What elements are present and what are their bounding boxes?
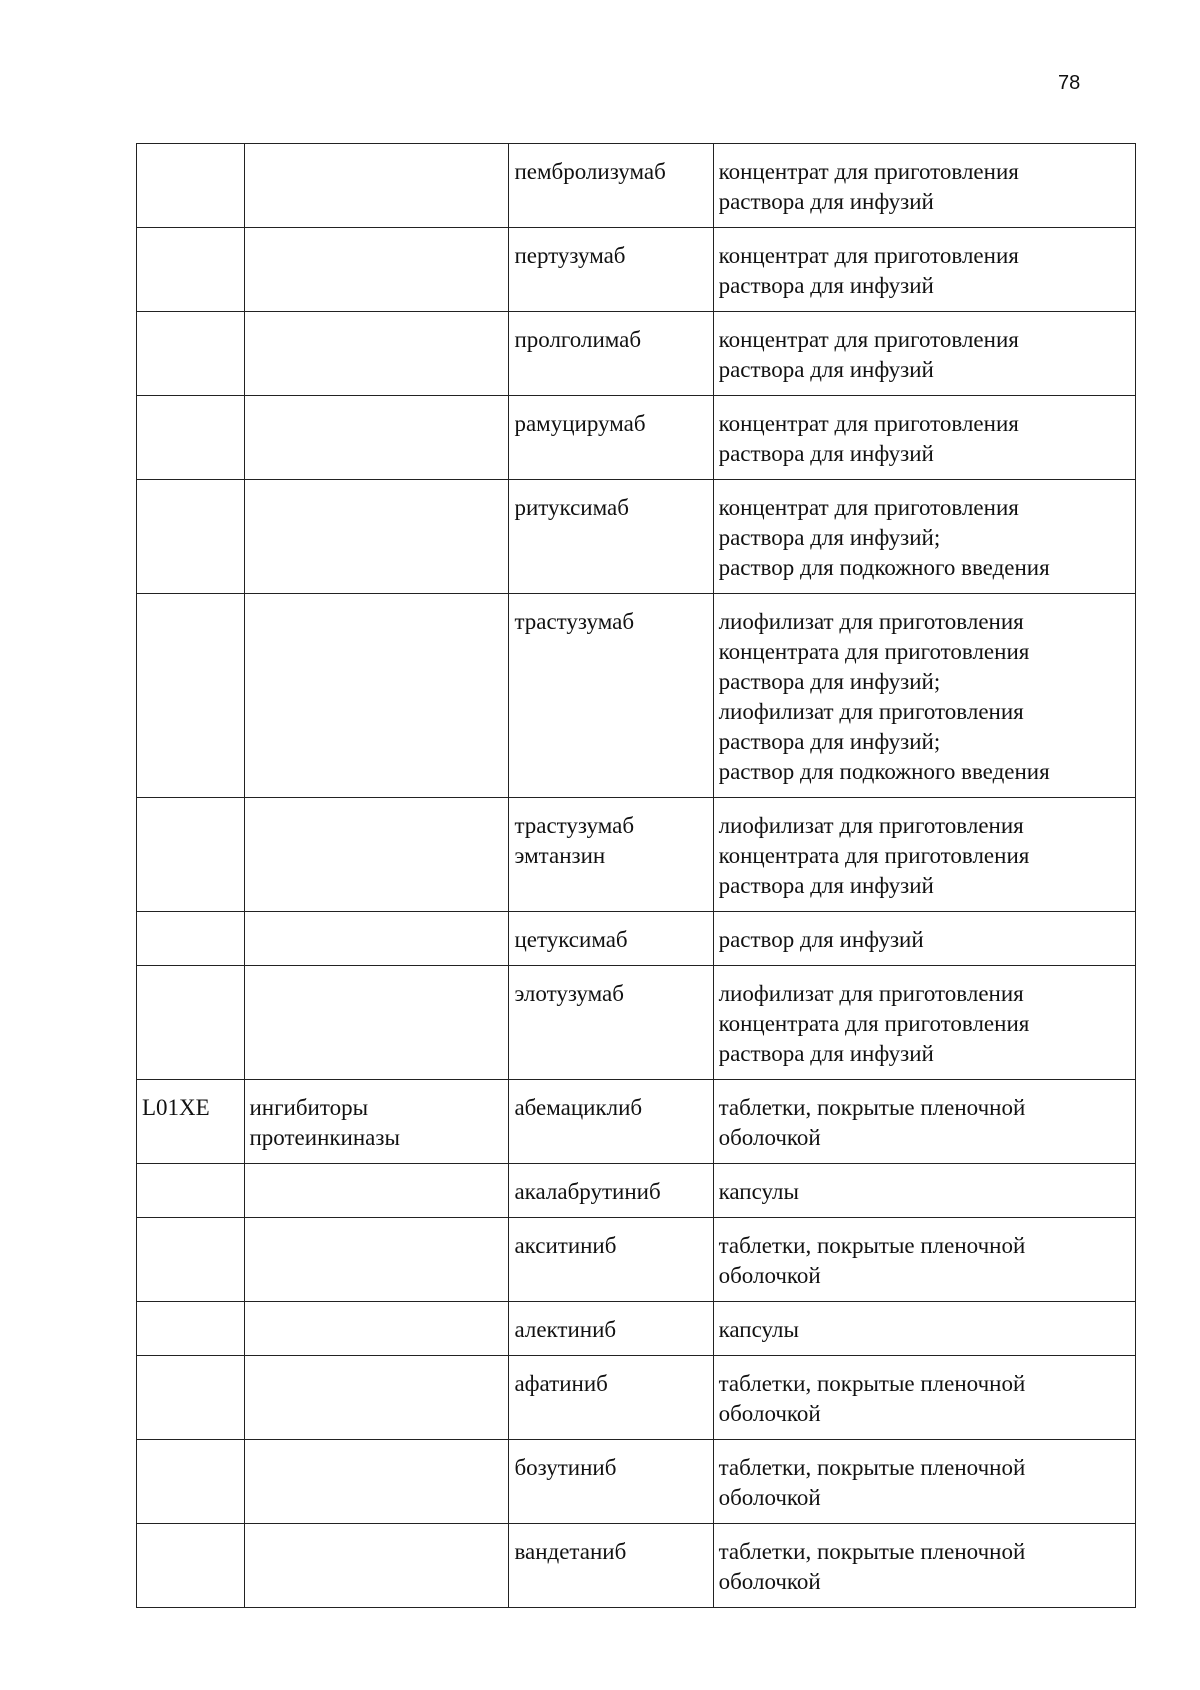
atc-code-cell bbox=[137, 1164, 245, 1218]
pharma-group-cell bbox=[244, 594, 509, 798]
drug-name-cell: афатиниб bbox=[509, 1356, 713, 1440]
drug-name-cell: элотузумаб bbox=[509, 966, 713, 1080]
table-row bbox=[137, 1218, 1136, 1302]
atc-code-cell bbox=[137, 1524, 245, 1608]
table-row bbox=[137, 798, 1136, 912]
pharma-group-cell bbox=[244, 1524, 509, 1608]
pharma-group-cell bbox=[244, 228, 509, 312]
atc-code-cell bbox=[137, 312, 245, 396]
pharma-group-cell bbox=[244, 396, 509, 480]
dosage-form-cell: таблетки, покрытые пленочной оболочкой bbox=[713, 1080, 1135, 1164]
drug-name-cell: вандетаниб bbox=[509, 1524, 713, 1608]
drug-name-cell: ритуксимаб bbox=[509, 480, 713, 594]
pharma-group-cell bbox=[244, 312, 509, 396]
atc-code-cell bbox=[137, 1356, 245, 1440]
dosage-form-cell: концентрат для приготовления раствора для инфузий bbox=[713, 396, 1135, 480]
dosage-form-cell: таблетки, покрытые пленочной оболочкой bbox=[713, 1440, 1135, 1524]
table-row bbox=[137, 1164, 1136, 1218]
pharma-group-cell bbox=[244, 1302, 509, 1356]
table-row bbox=[137, 228, 1136, 312]
dosage-form-cell: таблетки, покрытые пленочной оболочкой bbox=[713, 1218, 1135, 1302]
drug-name-cell: бозутиниб bbox=[509, 1440, 713, 1524]
pharma-group-cell bbox=[244, 144, 509, 228]
pharma-group-cell bbox=[244, 1218, 509, 1302]
drug-name-cell: пертузумаб bbox=[509, 228, 713, 312]
atc-code-cell bbox=[137, 912, 245, 966]
atc-code-cell bbox=[137, 144, 245, 228]
table-row bbox=[137, 1524, 1136, 1608]
dosage-form-cell: лиофилизат для приготовления концентрата для приготовления раствора для инфузий bbox=[713, 798, 1135, 912]
drug-name-cell: рамуцирумаб bbox=[509, 396, 713, 480]
pharma-group-cell bbox=[244, 1356, 509, 1440]
drug-table bbox=[136, 143, 1136, 1608]
pharma-group-cell bbox=[244, 1164, 509, 1218]
table-row bbox=[137, 1080, 1136, 1164]
pharma-group-cell bbox=[244, 966, 509, 1080]
dosage-form-cell: лиофилизат для приготовления концентрата для приготовления раствора для инфузий; лиофилизат для приготовления раствора для инфузий; раствор для подкожного введения bbox=[713, 594, 1135, 798]
atc-code-cell bbox=[137, 966, 245, 1080]
dosage-form-cell: концентрат для приготовления раствора для инфузий; раствор для подкожного введения bbox=[713, 480, 1135, 594]
atc-code-cell bbox=[137, 1218, 245, 1302]
drug-name-cell: акситиниб bbox=[509, 1218, 713, 1302]
table-row bbox=[137, 966, 1136, 1080]
table-row bbox=[137, 312, 1136, 396]
table-row bbox=[137, 912, 1136, 966]
dosage-form-cell: концентрат для приготовления раствора для инфузий bbox=[713, 144, 1135, 228]
dosage-form-cell: капсулы bbox=[713, 1302, 1135, 1356]
dosage-form-cell: концентрат для приготовления раствора для инфузий bbox=[713, 228, 1135, 312]
pharma-group-cell: ингибиторы протеинкиназы bbox=[244, 1080, 509, 1164]
dosage-form-cell: лиофилизат для приготовления концентрата для приготовления раствора для инфузий bbox=[713, 966, 1135, 1080]
drug-name-cell: акалабрутиниб bbox=[509, 1164, 713, 1218]
table-row bbox=[137, 396, 1136, 480]
drug-name-cell: трастузумаб bbox=[509, 594, 713, 798]
atc-code-cell bbox=[137, 228, 245, 312]
pharma-group-cell bbox=[244, 912, 509, 966]
drug-name-cell: пролголимаб bbox=[509, 312, 713, 396]
table-row bbox=[137, 1440, 1136, 1524]
pharma-group-cell bbox=[244, 480, 509, 594]
dosage-form-cell: концентрат для приготовления раствора для инфузий bbox=[713, 312, 1135, 396]
atc-code-cell: L01XE bbox=[137, 1080, 245, 1164]
atc-code-cell bbox=[137, 1440, 245, 1524]
dosage-form-cell: таблетки, покрытые пленочной оболочкой bbox=[713, 1356, 1135, 1440]
atc-code-cell bbox=[137, 594, 245, 798]
drug-name-cell: алектиниб bbox=[509, 1302, 713, 1356]
drug-name-cell: абемациклиб bbox=[509, 1080, 713, 1164]
dosage-form-cell: таблетки, покрытые пленочной оболочкой bbox=[713, 1524, 1135, 1608]
atc-code-cell bbox=[137, 798, 245, 912]
drug-name-cell: трастузумаб эмтанзин bbox=[509, 798, 713, 912]
table-row bbox=[137, 594, 1136, 798]
dosage-form-cell: капсулы bbox=[713, 1164, 1135, 1218]
atc-code-cell bbox=[137, 1302, 245, 1356]
table-row bbox=[137, 480, 1136, 594]
atc-code-cell bbox=[137, 396, 245, 480]
atc-code-cell bbox=[137, 480, 245, 594]
table-row bbox=[137, 1302, 1136, 1356]
pharma-group-cell bbox=[244, 798, 509, 912]
page-number: 78 bbox=[1058, 72, 1081, 94]
drug-name-cell: пембролизумаб bbox=[509, 144, 713, 228]
dosage-form-cell: раствор для инфузий bbox=[713, 912, 1135, 966]
drug-name-cell: цетуксимаб bbox=[509, 912, 713, 966]
table-row bbox=[137, 1356, 1136, 1440]
table-row bbox=[137, 144, 1136, 228]
pharma-group-cell bbox=[244, 1440, 509, 1524]
